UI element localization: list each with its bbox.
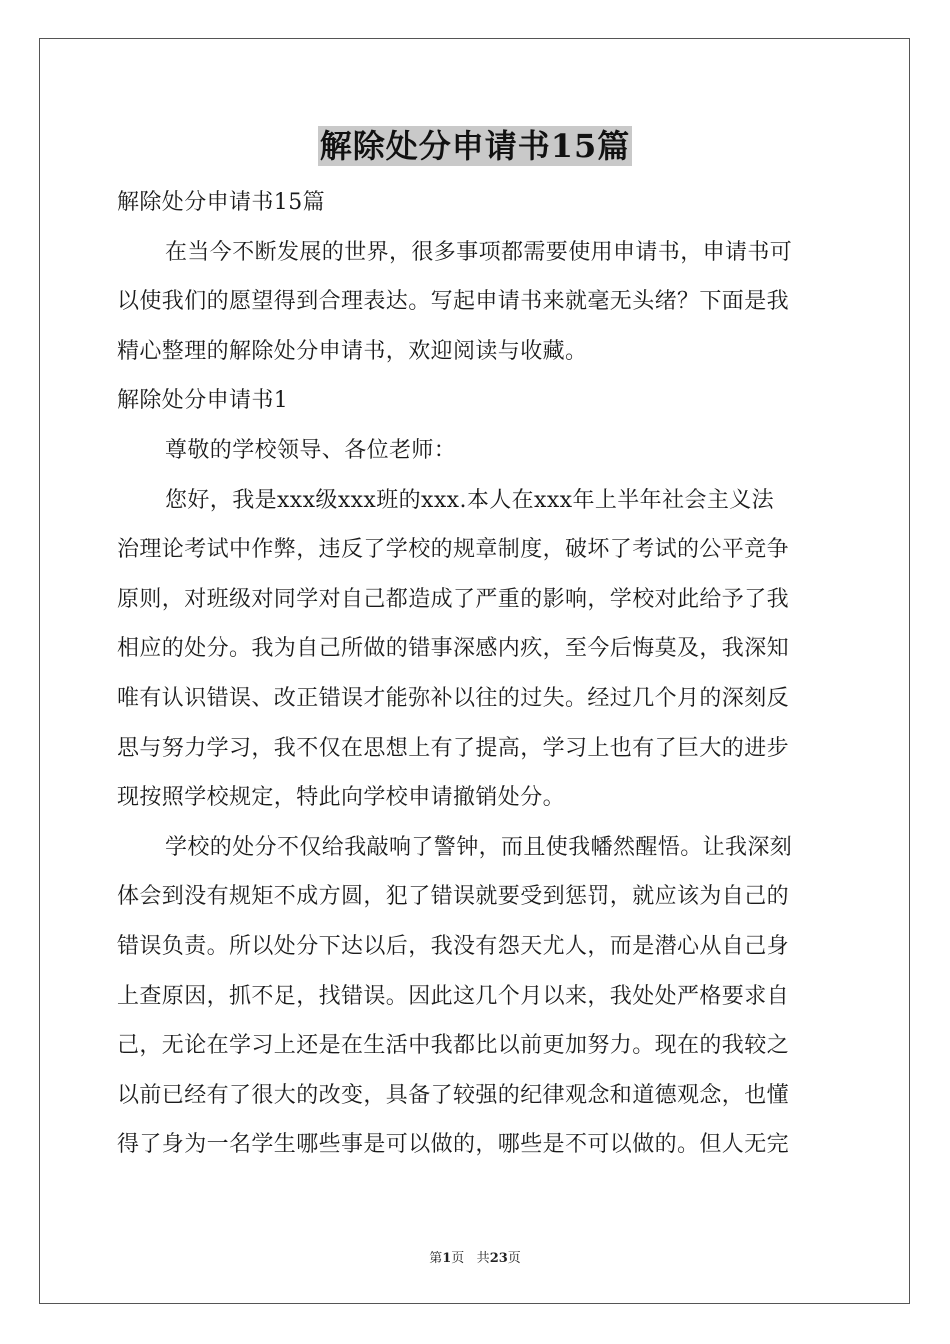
body-paragraph-line: 唯有认识错误、改正错误才能弥补以往的过失。经过几个月的深刻反	[117, 685, 790, 711]
document-title: 解除处分申请书15篇	[319, 127, 631, 165]
total-suffix: 页	[507, 1251, 521, 1266]
salutation: 尊敬的学校领导、各位老师：	[165, 437, 457, 463]
document-body	[117, 178, 835, 1170]
body-paragraph-line: 己，无论在学习上还是在生活中我都比以前更加努力。现在的我较之	[117, 1033, 790, 1059]
body-paragraph-line: 思与努力学习，我不仅在思想上有了提高，学习上也有了巨大的进步	[117, 735, 790, 761]
body-paragraph-line: 以前已经有了很大的改变，具备了较强的纪律观念和道德观念，也懂	[117, 1082, 790, 1108]
page-prefix: 第	[429, 1251, 443, 1266]
body-paragraph-line: 错误负责。所以处分下达以后，我没有怨天尤人，而是潜心从自己身	[117, 933, 790, 959]
subtitle-line: 解除处分申请书15篇	[117, 190, 325, 215]
intro-paragraph-line: 精心整理的解除处分申请书，欢迎阅读与收藏。	[117, 338, 588, 364]
total-prefix: 共	[476, 1251, 490, 1266]
body-paragraph-line: 上查原因，抓不足，找错误。因此这几个月以来，我处处严格要求自	[117, 983, 790, 1009]
body-paragraph-line: 治理论考试中作弊，违反了学校的规章制度，破坏了考试的公平竞争	[117, 537, 790, 563]
page-number: 1	[442, 1251, 452, 1266]
intro-paragraph-line: 在当今不断发展的世界，很多事项都需要使用申请书，申请书可	[165, 239, 793, 265]
page-suffix: 页	[451, 1251, 465, 1266]
section-heading: 解除处分申请书1	[117, 388, 289, 414]
title-container	[0, 126, 950, 166]
intro-paragraph-line: 以使我们的愿望得到合理表达。写起申请书来就毫无头绪？下面是我	[117, 289, 790, 315]
body-paragraph-line: 原则，对班级对同学对自己都造成了严重的影响，学校对此给予了我	[117, 586, 790, 612]
body-paragraph-line: 相应的处分。我为自己所做的错事深感内疚，至今后悔莫及，我深知	[117, 636, 790, 662]
body-paragraph-line: 您好，我是xxx级xxx班的xxx.本人在xxx年上半年社会主义法	[165, 487, 775, 513]
body-paragraph-line: 得了身为一名学生哪些事是可以做的，哪些是不可以做的。但人无完	[117, 1132, 790, 1158]
body-paragraph-line: 体会到没有规矩不成方圆，犯了错误就要受到惩罚，就应该为自己的	[117, 884, 790, 910]
body-paragraph-line: 学校的处分不仅给我敲响了警钟，而且使我幡然醒悟。让我深刻	[165, 834, 793, 860]
total-pages: 23	[489, 1251, 508, 1266]
body-paragraph-line: 现按照学校规定，特此向学校申请撤销处分。	[117, 785, 566, 811]
page-footer	[0, 1247, 950, 1266]
